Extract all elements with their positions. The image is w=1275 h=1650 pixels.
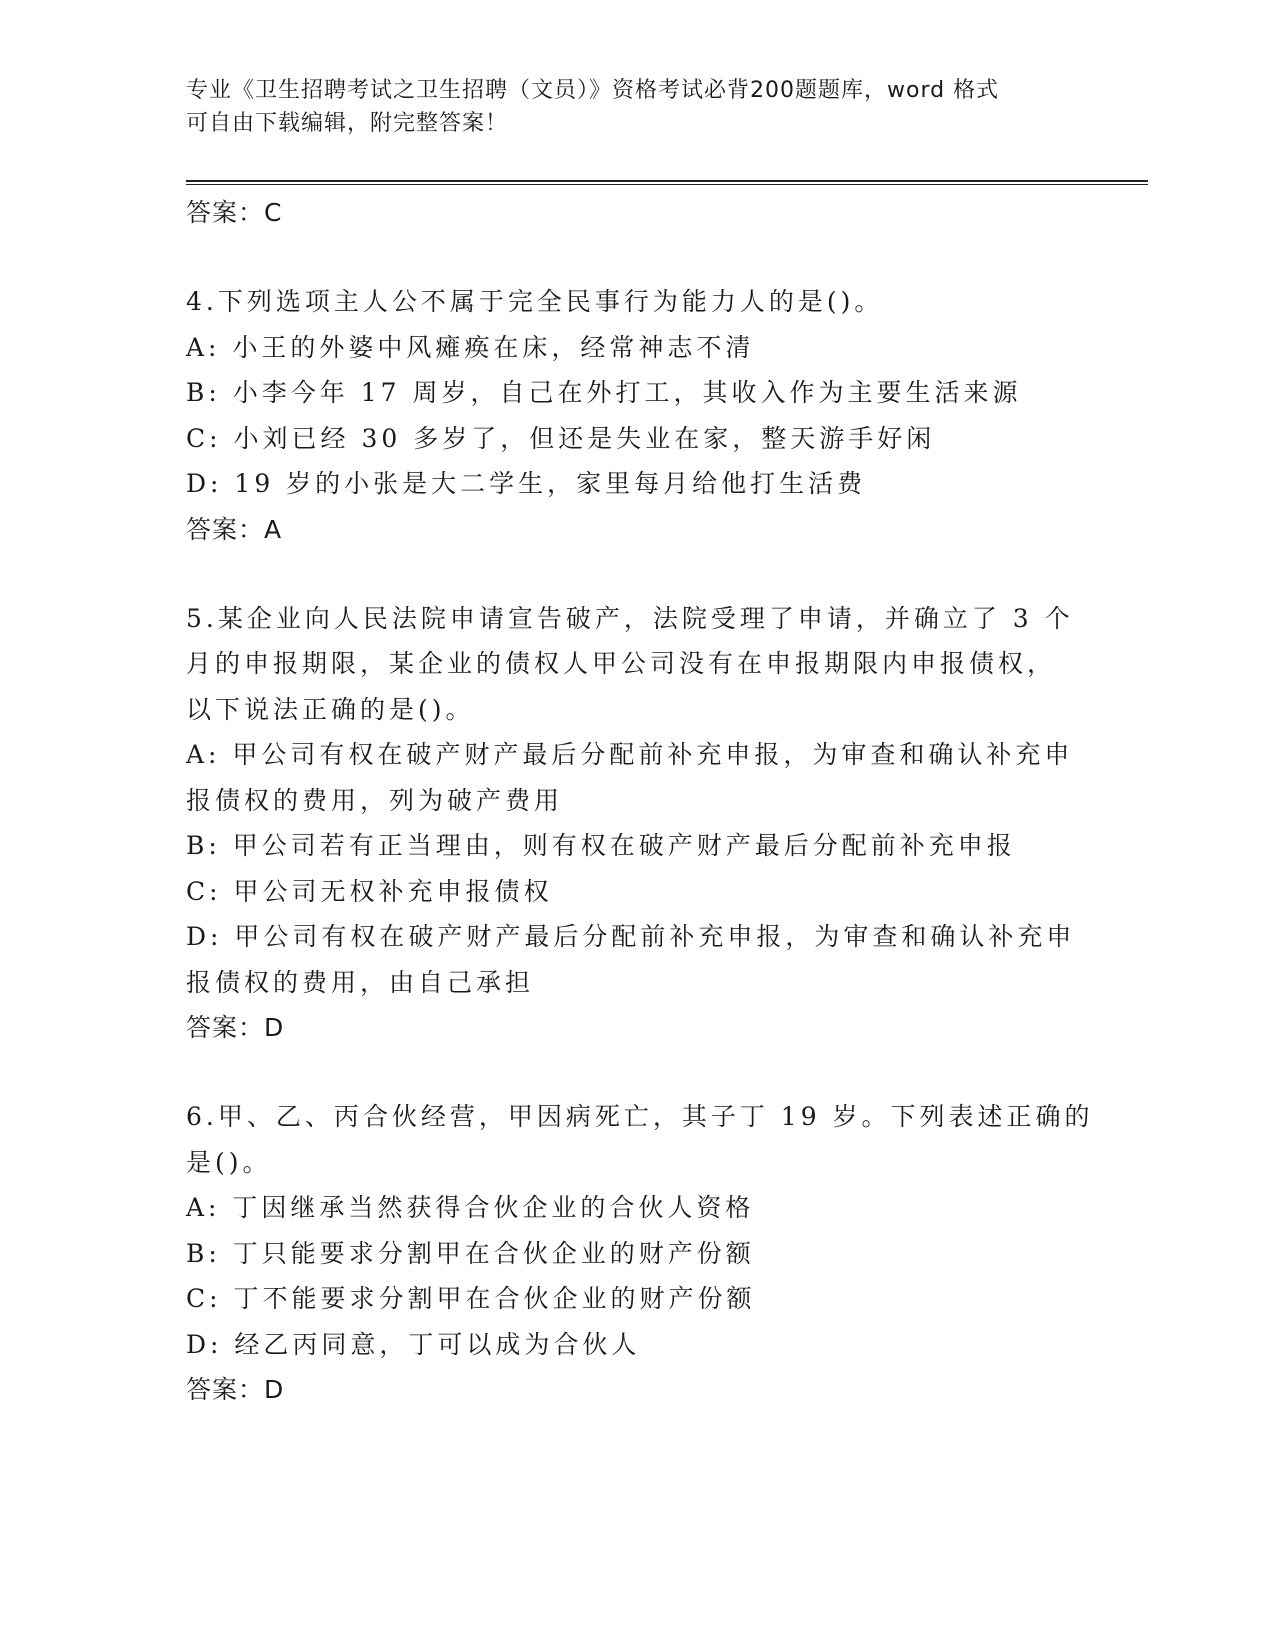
answer-line: 答案：C [186, 198, 283, 227]
option-line: C: 丁不能要求分割甲在合伙企业的财产份额 [186, 1284, 756, 1313]
answer-line: 答案：D [186, 1375, 285, 1404]
option-line: A: 甲公司有权在破产财产最后分配前补充申报，为审查和确认补充申 [186, 740, 1074, 769]
question-item [186, 596, 1076, 1051]
option-line: D: 经乙丙同意，丁可以成为合伙人 [186, 1329, 641, 1359]
question-stem-line: 6.甲、乙、丙合伙经营，甲因病死亡，其子丁 19 岁。下列表述正确的 [186, 1102, 1094, 1131]
option-line: 报债权的费用，列为破产费用 [186, 785, 564, 815]
question-stem-line: 是()。 [186, 1147, 272, 1177]
question-stem-line: 5.某企业向人民法院申请宣告破产，法院受理了申请，并确立了 3 个 [186, 603, 1074, 633]
answer-line: 答案：A [186, 514, 283, 544]
question-item [186, 1094, 1094, 1412]
header-line-2: 可自由下载编辑，附完整答案！ [186, 111, 509, 136]
header-divider-thin [186, 184, 1148, 185]
option-line: D: 甲公司有权在破产财产最后分配前补充申报，为审查和确认补充申 [186, 922, 1076, 951]
header-line-1: 专业《卫生招聘考试之卫生招聘（文员）》资格考试必背200题题库，word 格式 [186, 78, 1000, 103]
header-divider-thick [186, 180, 1148, 182]
option-line: 报债权的费用，由自己承担 [186, 967, 535, 997]
question-item [186, 279, 1076, 552]
question-list [186, 279, 1094, 1412]
document-body [186, 190, 1094, 1412]
option-line: A: 小王的外婆中风瘫痪在床，经常神志不清 [186, 332, 755, 362]
option-line: C: 甲公司无权补充申报债权 [186, 876, 553, 906]
option-line: D: 19 岁的小张是大二学生，家里每月给他打生活费 [186, 469, 867, 498]
document-header [186, 74, 1076, 140]
answer-line: 答案：D [186, 1013, 285, 1042]
option-line: A: 丁因继承当然获得合伙企业的合伙人资格 [186, 1193, 755, 1222]
option-line: B: 小李今年 17 周岁，自己在外打工，其收入作为主要生活来源 [186, 378, 1022, 407]
option-line: B: 甲公司若有正当理由，则有权在破产财产最后分配前补充申报 [186, 831, 1016, 860]
option-line: B: 丁只能要求分割甲在合伙企业的财产份额 [186, 1238, 755, 1268]
option-line: C: 小刘已经 30 多岁了，但还是失业在家，整天游手好闲 [186, 423, 936, 453]
question-stem-line: 月的申报期限，某企业的债权人甲公司没有在申报期限内申报债权， [186, 649, 1057, 678]
question-stem-line: 以下说法正确的是()。 [186, 694, 475, 724]
question-stem-line: 4.下列选项主人公不属于完全民事行为能力人的是()。 [186, 287, 884, 316]
